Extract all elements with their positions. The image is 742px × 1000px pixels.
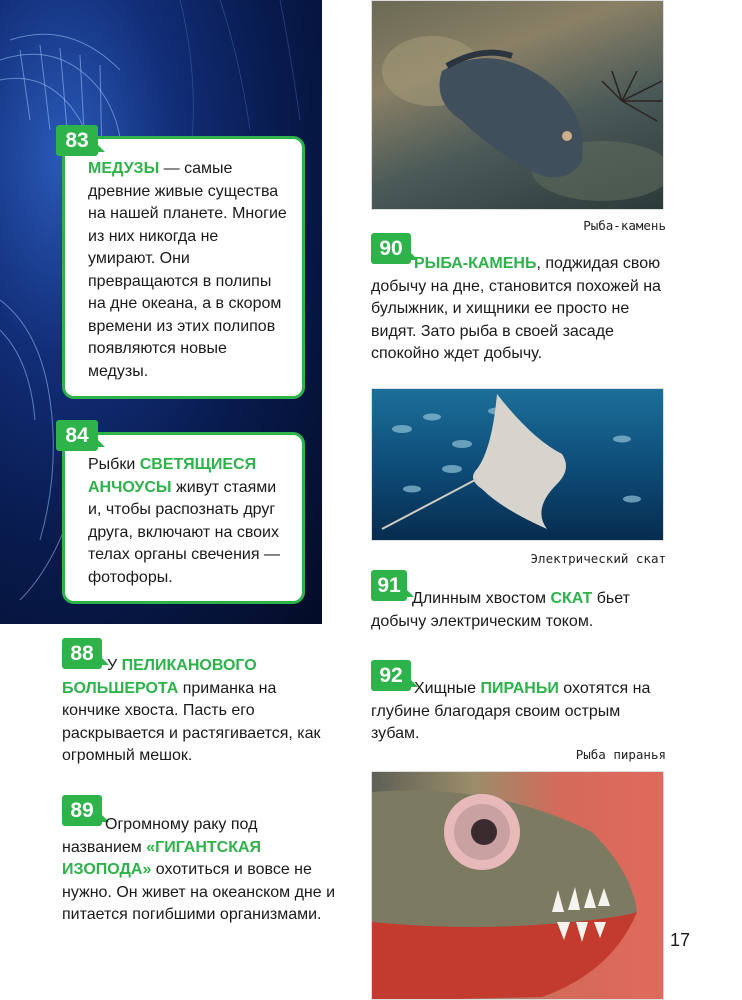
piranha-caption: Рыба пиранья (575, 747, 666, 762)
fact-89-text (62, 814, 340, 927)
stonefish-caption: Рыба-камень (583, 218, 666, 233)
fact-83-text (88, 158, 288, 383)
fact-84-text (88, 454, 288, 589)
fact-89-body: охотиться и вовсе не нужно. Он живет на океанском дне и питается погибшими организмами. (62, 861, 336, 923)
fact-88-highlight: ПЕЛИКАНОВОГО БОЛЬШЕРОТА (62, 657, 257, 697)
piranha-photo (371, 771, 664, 1000)
fact-card-83 (62, 136, 305, 399)
fact-92-text (371, 678, 671, 746)
fact-84-body: живут стаями и, чтобы распознать друг друга, включают на своих телах органы свечения — фотофоры. (88, 478, 280, 586)
fact-number-88: 88 (62, 638, 102, 669)
fact-number-84: 84 (56, 420, 98, 451)
fact-83-highlight: МЕДУЗЫ (88, 160, 160, 177)
fact-card-84 (62, 432, 305, 604)
fact-90-highlight: РЫБА-КАМЕНЬ (414, 255, 537, 272)
fact-92-highlight: ПИРАНЬИ (480, 680, 559, 697)
fact-91-text (371, 588, 671, 633)
stonefish-photo (371, 0, 664, 210)
fact-84-highlight: СВЕТЯЩИЕСЯ АНЧОУСЫ (88, 456, 257, 496)
fact-88-text (62, 655, 327, 768)
fact-88-pre: У (107, 657, 122, 674)
fact-84-pre: Рыбки (88, 456, 140, 473)
fact-90-text (371, 253, 671, 366)
fact-number-91: 91 (371, 570, 407, 601)
fact-number-83: 83 (56, 125, 98, 156)
fact-89-highlight: «ГИГАНТСКАЯ ИЗОПОДА» (62, 838, 262, 878)
fact-number-89: 89 (62, 795, 102, 826)
ray-photo (371, 388, 664, 541)
fact-number-90: 90 (371, 233, 411, 264)
ray-caption: Электрический скат (530, 551, 666, 566)
fact-92-body: охотятся на глубине благодаря своим острым зубам. (371, 680, 651, 742)
fact-83-body: — самые древние живые существа на нашей планете. Многие из них никогда не умирают. Они превращаются в полипы на дне океана, а в скором времени из этих полипов появляются новые медузы. (88, 160, 287, 380)
page-number: 17 (669, 930, 690, 950)
fact-91-pre: Длинным хвостом (412, 590, 551, 607)
fact-91-highlight: СКАТ (550, 590, 593, 607)
fact-number-92: 92 (371, 660, 411, 691)
fact-90-body: , поджидая свою добычу на дне, становится похожей на булыжник, и хищники ее просто не видят. Зато рыба в своей засаде спокойно ждет добычу. (371, 255, 661, 362)
fact-91-body: бьет добычу электрическим током. (371, 590, 630, 630)
fact-88-body: приманка на кончике хвоста. Пасть его раскрывается и растягивается, как огромный мешок. (62, 679, 321, 764)
fact-92-pre: Хищные (414, 680, 481, 697)
fact-89-pre: Огромному раку под названием (62, 816, 258, 856)
